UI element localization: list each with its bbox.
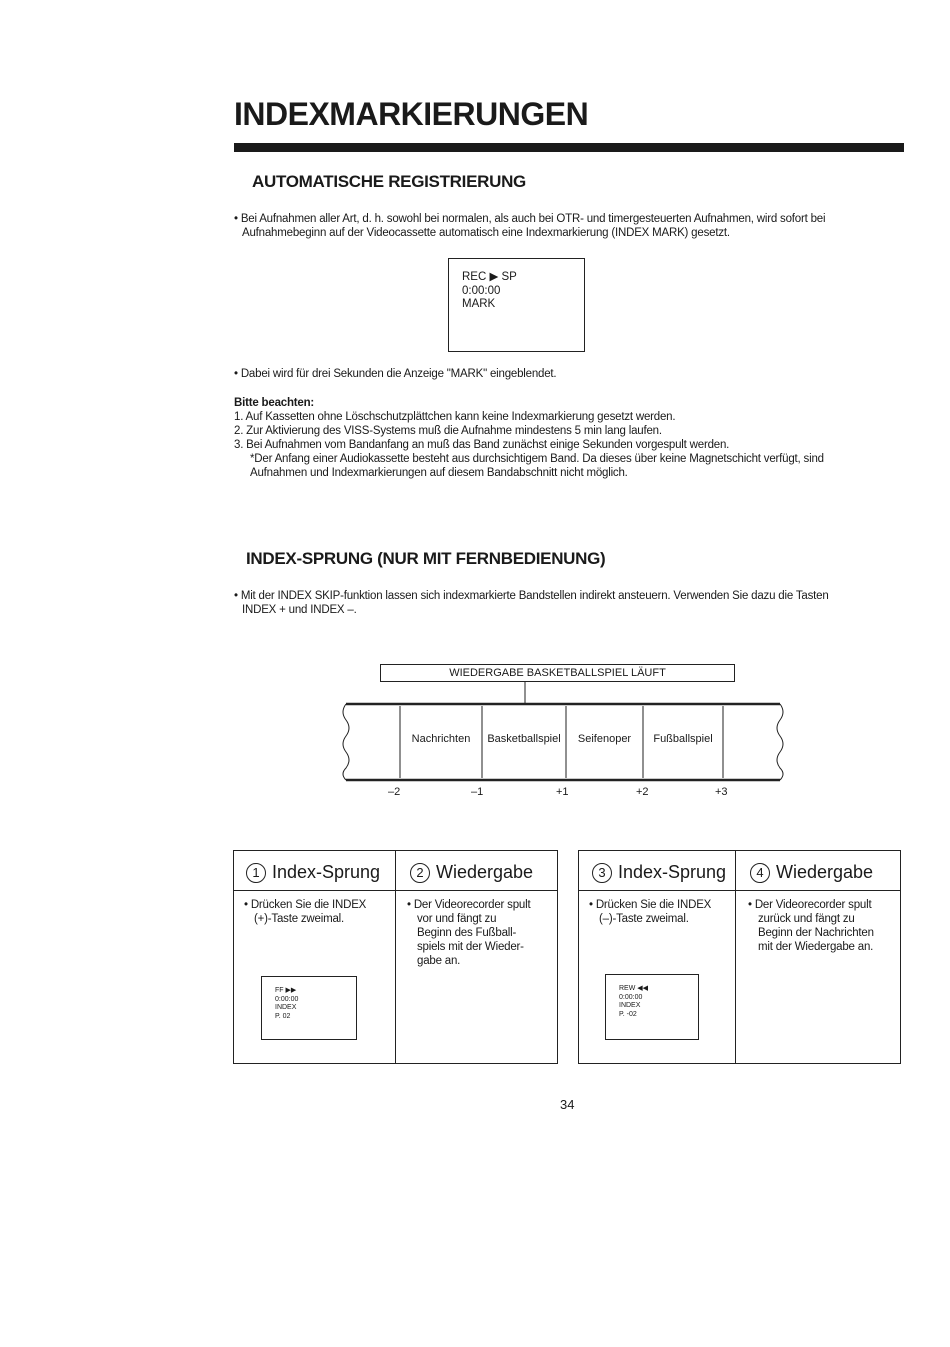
step-2-text (407, 898, 530, 968)
step-2-text-line-1: • Der Videorecorder spult (407, 899, 531, 911)
segment-label-3: Seifenoper (577, 733, 632, 745)
step-3-osd-display (605, 974, 699, 1040)
step-4-title: Wiedergabe (776, 862, 874, 882)
osd-line-1: REC ▶ SP (462, 271, 517, 283)
step-4-text (748, 898, 874, 954)
osd-display-rec (448, 258, 585, 352)
step-1-osd-line-4: P. 02 (275, 1012, 291, 1020)
step-3-number: 3 (592, 863, 612, 883)
step-2-title: Wiedergabe (436, 862, 534, 882)
step-1-osd-line-1: FF ▶▶ (275, 987, 297, 994)
playback-status-bar: WIEDERGABE BASKETBALLSPIEL LÄUFT (380, 664, 735, 682)
skip-heading: INDEX-SPRUNG (NUR MIT FERNBEDIENUNG) (246, 549, 606, 568)
index-number-5: +3 (715, 786, 728, 798)
index-number-4: +2 (636, 786, 649, 798)
page-number: 34 (560, 1097, 575, 1112)
step-4-text-line-4: mit der Wiedergabe an. (758, 941, 874, 953)
step-2-number: 2 (410, 863, 430, 883)
step-4-text-line-3: Beginn der Nachrichten (758, 927, 874, 939)
index-number-2: –1 (471, 786, 484, 798)
step-3-text-line-1: • Drücken Sie die INDEX (589, 899, 712, 911)
notes-item-3-sub-2: Aufnahmen und Indexmarkierungen auf diesem Bandabschnitt nicht möglich. (250, 467, 628, 479)
index-number-3: +1 (556, 786, 569, 798)
step-4-text-line-1: • Der Videorecorder spult (748, 899, 872, 911)
step-4-header (750, 862, 873, 883)
auto-heading: AUTOMATISCHE REGISTRIERUNG (252, 172, 526, 191)
auto-bullet-1-line-2: Aufnahmebeginn auf der Videocassette automatisch eine Indexmarkierung (INDEX MARK) gesetzt. (242, 227, 730, 239)
step-3-text (589, 898, 711, 926)
steps-panel-left-divider (395, 850, 396, 1064)
step-3-osd-line-2: 0:00:00 (619, 993, 643, 1001)
auto-bullet-1 (234, 212, 904, 240)
notes-item-1: 1. Auf Kassetten ohne Löschschutzplättchen kann keine Indexmarkierung gesetzt werden. (234, 411, 676, 423)
step-2-text-line-5: gabe an. (417, 955, 461, 967)
step-1-header (246, 862, 380, 883)
skip-line-2: INDEX + und INDEX –. (242, 604, 357, 616)
step-2-text-line-2: vor und fängt zu (417, 913, 497, 925)
osd-line-3: MARK (462, 298, 496, 310)
step-2-header (410, 862, 533, 883)
step-1-text-line-2: (+)-Taste zweimal. (254, 913, 345, 925)
auto-bullet-2: • Dabei wird für drei Sekunden die Anzeige "MARK" eingeblendet. (234, 368, 557, 380)
skip-text (234, 589, 904, 617)
step-3-osd-line-4: P. -02 (619, 1010, 637, 1018)
steps-panel-right-divider (735, 850, 736, 1064)
steps-panel-left-header-rule (233, 890, 558, 891)
step-3-header (592, 862, 726, 883)
index-number-1: –2 (388, 786, 401, 798)
step-1-text (244, 898, 366, 926)
step-1-text-line-1: • Drücken Sie die INDEX (244, 899, 367, 911)
step-2-text-line-3: Beginn des Fußball- (417, 927, 517, 939)
notes-item-3: 3. Bei Aufnahmen vom Bandanfang an muß das Band zunächst einige Sekunden vorgespult werden. (234, 439, 730, 451)
step-2-text-line-4: spiels mit der Wieder- (417, 941, 524, 953)
notes-item-2: 2. Zur Aktivierung des VISS-Systems muß die Aufnahme mindestens 5 min lang laufen. (234, 425, 662, 437)
skip-line-1: • Mit der INDEX SKIP-funktion lassen sich indexmarkierte Bandstellen indirekt ansteuern. Verwenden Sie dazu die Tasten (234, 590, 829, 602)
step-1-osd-line-2: 0:00:00 (275, 995, 299, 1003)
step-3-osd-line-3: INDEX (619, 1002, 641, 1009)
step-1-title: Index-Sprung (272, 862, 381, 882)
auto-bullet-1-line-1: • Bei Aufnahmen aller Art, d. h. sowohl bei normalen, als auch bei OTR- und timergesteuerten Aufnahmen, wird sofort bei (234, 213, 826, 225)
page-title: INDEXMARKIERUNGEN (234, 96, 589, 132)
step-4-number: 4 (750, 863, 770, 883)
step-3-title: Index-Sprung (618, 862, 727, 882)
segment-label-1: Nachrichten (411, 733, 471, 745)
segment-label-4: Fußballspiel (653, 733, 713, 745)
notes-item-3-sub-1: *Der Anfang einer Audiokassette besteht aus durchsichtigem Band. Da dieses über keine Magnetschicht verfügt, sind (250, 453, 824, 465)
tape-break-left (343, 704, 349, 780)
osd-line-2: 0:00:00 (462, 284, 501, 297)
step-3-text-line-2: (–)-Taste zweimal. (599, 913, 689, 925)
notes-block (234, 396, 904, 480)
notes-heading: Bitte beachten: (234, 397, 315, 409)
steps-panel-right-header-rule (578, 890, 901, 891)
segment-label-2: Basketballspiel (487, 733, 561, 745)
step-3-osd-line-1: REW ◀◀ (619, 985, 649, 992)
step-1-number: 1 (246, 863, 266, 883)
tape-break-right (777, 704, 783, 780)
step-1-osd-display (261, 976, 357, 1040)
step-1-osd-line-3: INDEX (275, 1004, 297, 1011)
title-rule (234, 143, 904, 152)
step-4-text-line-2: zurück und fängt zu (758, 913, 855, 925)
